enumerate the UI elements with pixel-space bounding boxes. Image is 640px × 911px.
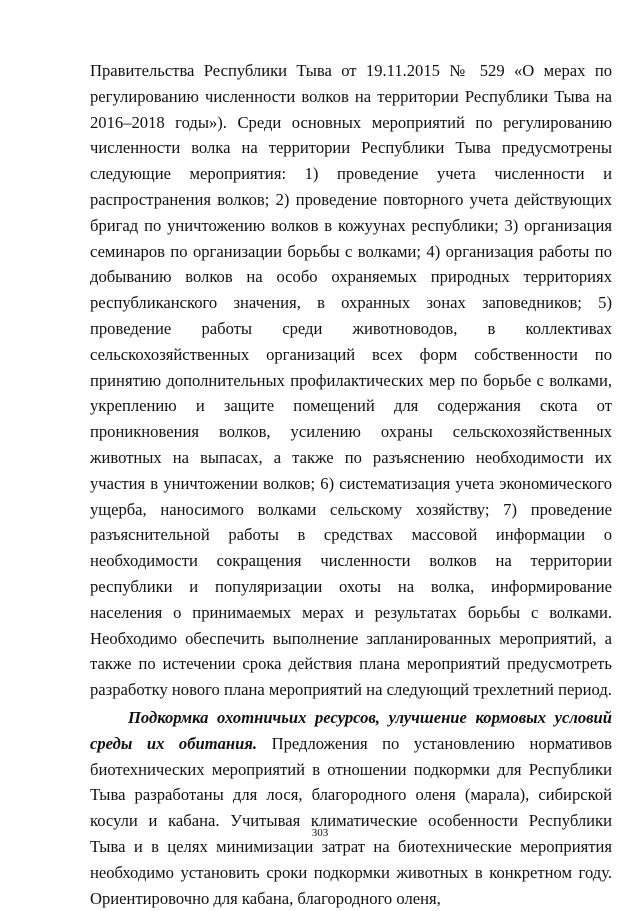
- section-heading-feeding: Подкормка охотничьих ресурсов, улучшение кормовых условий среды их обитания.: [90, 707, 612, 753]
- paragraph-feeding: [90, 705, 612, 911]
- body-text: [90, 58, 612, 911]
- page-number: 303: [311, 827, 329, 839]
- paragraph-feeding-body: Предложения по установлению нормативов биотехнических мероприятий в отношении подкормки для Республики Тыва разработаны для лося, благородного оленя (марала), сибирской косули и кабана. Учитывая климатические особенности Республики Тыва и в целях минимизации затрат на биотехнические мероприятия необходимо установить сроки подкормки животных в конкретном году. Ориентировочно для кабана, благородного оленя,: [90, 733, 612, 908]
- paragraph-wolf-regulation: Правительства Республики Тыва от 19.11.2015 № 529 «О мерах по регулированию численности волков на территории Республики Тыва на 2016–2018 годы»). Среди основных мероприятий по регулированию численности волка на территории Республики Тыва предусмотрены следующие мероприятия: 1) проведение учета численности и распространения волков; 2) проведение повторного учета действующих бригад по уничтожению волков в кожуунах республики; 3) организация семинаров по организации борьбы с волками; 4) организация работы по добыванию волков на особо охраняемых природных территориях республиканского значения, в охранных зонах заповедников; 5) проведение работы среди животноводов, в коллективах сельскохозяйственных организаций всех форм собственности по принятию дополнительных профилактических мер по борьбе с волками, укреплению и защите помещений для содержания скота от проникновения волков, усилению охраны сельскохозяйственных животных на выпасах, а также по разъяснению необходимости их участия в уничтожении волков; 6) систематизация учета экономического ущерба, наносимого волками сельскому хозяйству; 7) проведение разъяснительной работы в средствах массовой информации о необходимости сокращения численности волков на территории республики и популяризации охоты на волка, информирование населения о принимаемых мерах и результатах борьбы с волками. Необходимо обеспечить выполнение запланированных мероприятий, а также по истечении срока действия плана мероприятий предусмотреть разработку нового плана мероприятий на следующий трехлетний период.: [90, 61, 612, 700]
